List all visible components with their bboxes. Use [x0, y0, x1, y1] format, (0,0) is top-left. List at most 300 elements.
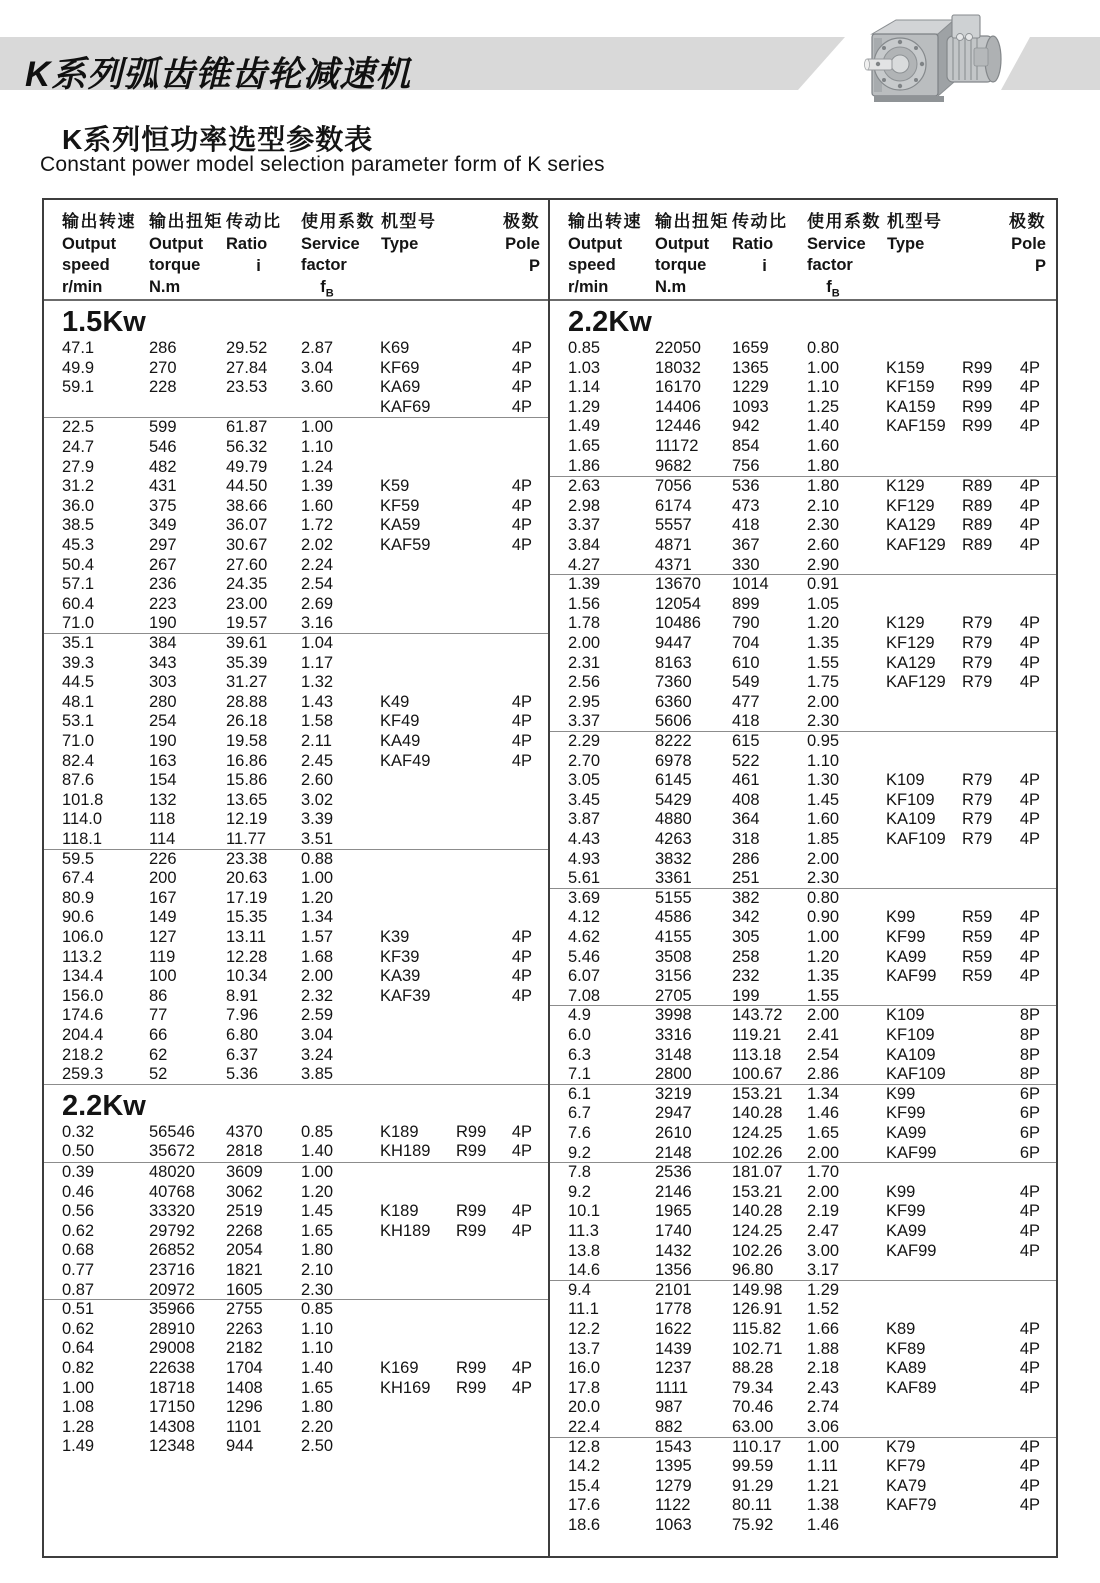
column-header-cn: 机型号	[381, 212, 437, 231]
column-unit: P	[1034, 257, 1046, 275]
type-model: KAF129	[886, 535, 946, 554]
row-cell: 6.1	[568, 1084, 591, 1103]
column-header-en2: speed	[62, 256, 110, 274]
row-cell: 7.96	[226, 1006, 259, 1025]
row-cell: 1.60	[807, 436, 840, 455]
row-cell: 364	[732, 810, 760, 829]
row-cell: 100.67	[732, 1065, 783, 1084]
row-cell: 0.62	[62, 1319, 95, 1338]
pole-value: 4P	[1019, 1378, 1040, 1397]
type-row	[380, 693, 532, 713]
parameter-table	[42, 198, 1058, 1558]
row-cell: 23.00	[226, 594, 268, 613]
type-model: K159	[886, 358, 925, 377]
table-row	[62, 1046, 532, 1066]
type-row	[380, 497, 532, 517]
row-cell: 1.29	[568, 397, 601, 416]
row-cell: 2054	[226, 1241, 263, 1260]
row-cell: 2.00	[807, 692, 840, 711]
pole-value: 8P	[1019, 1025, 1040, 1044]
row-cell: 2.43	[807, 1378, 840, 1397]
table-row	[62, 1320, 532, 1340]
row-cell: 61.87	[226, 418, 268, 437]
row-cell: 1.80	[807, 477, 840, 496]
column-header-cn: 极数	[503, 212, 540, 231]
row-cell: 60.4	[62, 594, 95, 613]
row-cell: 14.2	[568, 1457, 601, 1476]
pole-value: 4P	[1019, 1359, 1040, 1378]
pole-value: 4P	[1019, 477, 1040, 496]
row-cell: 66	[149, 1025, 168, 1044]
row-cell: 12348	[149, 1437, 195, 1456]
row-cell: 1111	[655, 1378, 689, 1397]
column-header-cn: 输出转速	[568, 212, 642, 231]
row-cell: 200	[149, 869, 177, 888]
table-row	[568, 1163, 1040, 1183]
row-cell: 134.4	[62, 967, 104, 986]
row-cell: 3.02	[301, 790, 334, 809]
table-row	[568, 869, 1040, 889]
row-cell: 30.67	[226, 535, 268, 554]
table-row	[568, 457, 1040, 477]
row-cell: 1.75	[807, 673, 840, 692]
type-row	[380, 398, 532, 418]
type-model: KF89	[886, 1339, 926, 1358]
row-cell: 0.50	[62, 1142, 95, 1161]
row-cell: 343	[149, 653, 177, 672]
row-cell: 9.4	[568, 1280, 591, 1299]
row-cell: 7056	[655, 477, 692, 496]
type-row	[886, 791, 1040, 811]
column-unit: i	[762, 257, 767, 275]
row-cell: 190	[149, 614, 177, 633]
table-row	[62, 1398, 532, 1418]
row-cell: 9.2	[568, 1182, 591, 1201]
row-cell: 2.86	[807, 1065, 840, 1084]
row-cell: 9447	[655, 633, 692, 652]
row-cell: 26.18	[226, 712, 268, 731]
row-cell: 1.05	[807, 594, 840, 613]
row-cell: 52	[149, 1065, 168, 1084]
row-cell: 31.2	[62, 477, 95, 496]
type-model: KA99	[886, 947, 927, 966]
table-row	[62, 1006, 532, 1026]
row-cell: 1.80	[301, 1398, 334, 1417]
row-cell: 0.90	[807, 908, 840, 927]
type-variant: R89	[962, 496, 993, 515]
row-cell: 22638	[149, 1358, 195, 1377]
row-cell: 2.00	[301, 967, 334, 986]
row-cell: 1.10	[301, 437, 334, 456]
table-row	[62, 869, 532, 889]
row-cell: 1.21	[807, 1476, 840, 1495]
row-cell: 3148	[655, 1045, 692, 1064]
type-model: KAF49	[380, 751, 431, 770]
row-cell: 790	[732, 614, 760, 633]
row-cell: 13.11	[226, 927, 267, 946]
type-row	[886, 1046, 1040, 1066]
row-cell: 1101	[226, 1417, 262, 1436]
row-cell: 4586	[655, 908, 692, 927]
row-cell: 3156	[655, 967, 692, 986]
row-cell: 1.55	[807, 653, 840, 672]
row-cell: 1778	[655, 1300, 692, 1319]
column-header-cn: 传动比	[226, 212, 282, 231]
type-model: KAF109	[886, 829, 946, 848]
row-cell: 62	[149, 1045, 168, 1064]
row-cell: 102.26	[732, 1143, 783, 1162]
row-cell: 942	[732, 417, 760, 436]
column-header-en2: torque	[149, 256, 201, 274]
row-cell: 11.3	[568, 1221, 599, 1240]
type-model: K189	[380, 1122, 419, 1141]
row-cell: 418	[732, 516, 760, 535]
type-model: KF99	[886, 927, 926, 946]
column-header	[732, 210, 807, 305]
table-column-headers	[550, 200, 1056, 301]
table-row	[62, 1339, 532, 1359]
pole-value: 4P	[1019, 810, 1040, 829]
row-cell: 10486	[655, 614, 701, 633]
type-row	[380, 339, 532, 359]
row-cell: 1365	[732, 358, 769, 377]
type-row	[886, 359, 1040, 379]
row-cell: 349	[149, 516, 177, 535]
type-row	[380, 712, 532, 732]
column-header-en: Type	[381, 235, 419, 253]
row-cell: 1.80	[301, 1241, 334, 1260]
row-cell: 6.3	[568, 1045, 591, 1064]
type-row	[380, 1359, 532, 1379]
column-header-en: Pole	[1011, 235, 1046, 253]
row-cell: 0.91	[807, 575, 840, 594]
row-cell: 882	[655, 1417, 683, 1436]
row-cell: 2.00	[807, 849, 840, 868]
type-model: KF99	[886, 1202, 926, 1221]
type-variant: R99	[962, 397, 993, 416]
type-row	[886, 1065, 1040, 1085]
type-row	[380, 359, 532, 379]
type-model: K89	[886, 1319, 916, 1338]
pole-value: 4P	[1019, 1496, 1040, 1515]
row-cell: 20.63	[226, 869, 268, 888]
row-cell: 18718	[149, 1378, 195, 1397]
row-cell: 0.51	[62, 1300, 95, 1319]
row-cell: 522	[732, 751, 760, 770]
row-cell: 33320	[149, 1202, 195, 1221]
type-model: K79	[886, 1437, 916, 1456]
row-cell: 113.18	[732, 1045, 782, 1064]
column-header-en: Output	[655, 235, 710, 253]
row-cell: 3.45	[568, 790, 601, 809]
row-cell: 35966	[149, 1300, 195, 1319]
type-variant: R89	[962, 535, 993, 554]
type-model: KA129	[886, 516, 936, 535]
row-cell: 40768	[149, 1182, 195, 1201]
row-cell: 11.77	[226, 829, 267, 848]
row-cell: 153.21	[732, 1182, 783, 1201]
pole-value: 4P	[1019, 1241, 1040, 1260]
column-header-cn: 极数	[1009, 212, 1046, 231]
row-cell: 48.1	[62, 692, 95, 711]
row-cell: 36.07	[226, 516, 268, 535]
row-cell: 49.9	[62, 358, 95, 377]
row-cell: 80.11	[732, 1496, 773, 1515]
type-row	[886, 1457, 1040, 1477]
column-header-en: Output	[149, 235, 204, 253]
row-cell: 756	[732, 456, 760, 475]
table-row	[62, 458, 532, 478]
model-group	[44, 849, 548, 1084]
type-model: KA109	[886, 810, 936, 829]
table-row	[62, 810, 532, 830]
row-cell: 0.85	[301, 1122, 334, 1141]
row-cell: 1.30	[807, 771, 840, 790]
column-header	[503, 210, 540, 305]
row-cell: 223	[149, 594, 177, 613]
row-cell: 19.57	[226, 614, 268, 633]
row-cell: 8222	[655, 731, 692, 750]
pole-value: 4P	[1019, 1457, 1040, 1476]
pole-value: 4P	[1019, 790, 1040, 809]
type-row	[886, 948, 1040, 968]
row-cell: 86	[149, 986, 168, 1005]
column-header-en: Ratio	[732, 235, 774, 253]
type-model: K129	[886, 614, 925, 633]
row-cell: 1.86	[568, 456, 601, 475]
row-cell: 1.00	[301, 1162, 334, 1181]
row-cell: 2519	[226, 1202, 263, 1221]
type-row	[380, 948, 532, 968]
row-cell: 70.46	[732, 1398, 774, 1417]
type-variant: R89	[962, 516, 993, 535]
type-model: KAF99	[886, 1241, 937, 1260]
row-cell: 57.1	[62, 575, 95, 594]
type-model: KA159	[886, 397, 936, 416]
type-variant: R99	[456, 1378, 487, 1397]
type-model: KAF79	[886, 1496, 937, 1515]
type-model: KA39	[380, 967, 421, 986]
row-cell: 1063	[655, 1515, 692, 1534]
model-group	[44, 1162, 548, 1299]
row-cell: 1.20	[807, 947, 840, 966]
row-cell: 2.00	[807, 1182, 840, 1201]
pole-value: 4P	[1019, 1182, 1040, 1201]
row-cell: 1.34	[301, 908, 334, 927]
row-cell: 17.6	[568, 1496, 601, 1515]
row-cell: 610	[732, 653, 760, 672]
column-header-en: Type	[887, 235, 925, 253]
row-cell: 1.46	[807, 1104, 840, 1123]
type-row	[886, 1320, 1040, 1340]
type-model: KA69	[380, 378, 421, 397]
row-cell: 1704	[226, 1358, 263, 1377]
model-group	[44, 633, 548, 849]
row-cell: 124.25	[732, 1123, 783, 1142]
row-cell: 0.39	[62, 1162, 95, 1181]
type-model: KF159	[886, 378, 935, 397]
row-cell: 0.85	[301, 1300, 334, 1319]
type-row	[380, 1379, 532, 1399]
pole-value: 4P	[511, 1122, 532, 1141]
row-cell: 3.84	[568, 535, 601, 554]
row-cell: 22.4	[568, 1417, 601, 1436]
row-cell: 16170	[655, 378, 701, 397]
row-cell: 119.21	[732, 1025, 782, 1044]
row-cell: 35672	[149, 1142, 195, 1161]
row-cell: 1.58	[301, 712, 334, 731]
type-row	[886, 771, 1040, 791]
row-cell: 2101	[655, 1280, 692, 1299]
row-cell: 3.85	[301, 1065, 334, 1084]
row-cell: 1821	[226, 1260, 263, 1279]
row-cell: 3219	[655, 1084, 692, 1103]
row-cell: 704	[732, 633, 760, 652]
row-cell: 218.2	[62, 1045, 104, 1064]
row-cell: 127	[149, 927, 177, 946]
table-row	[62, 1163, 532, 1183]
row-cell: 2610	[655, 1123, 692, 1142]
type-row	[886, 967, 1040, 987]
column-unit: $f_B$	[320, 278, 334, 300]
row-cell: 31.27	[226, 673, 268, 692]
row-cell: 286	[732, 849, 760, 868]
table-row	[62, 850, 532, 870]
row-cell: 303	[149, 673, 177, 692]
column-header	[226, 210, 301, 305]
table-row	[568, 1516, 1040, 1536]
type-row	[886, 634, 1040, 654]
row-cell: 39.3	[62, 653, 95, 672]
row-cell: 1.65	[301, 1221, 334, 1240]
pole-value: 4P	[511, 496, 532, 515]
type-model: KH189	[380, 1221, 431, 1240]
row-cell: 1.43	[301, 692, 334, 711]
type-variant: R99	[456, 1202, 487, 1221]
row-cell: 1.00	[807, 358, 840, 377]
row-cell: 6174	[655, 496, 692, 515]
row-cell: 382	[732, 888, 760, 907]
pole-value: 4P	[1019, 1476, 1040, 1495]
row-cell: 5606	[655, 712, 692, 731]
row-cell: 118.1	[62, 829, 103, 848]
type-row	[886, 1183, 1040, 1203]
column-header-en: Service	[301, 235, 360, 253]
row-cell: 0.56	[62, 1202, 95, 1221]
type-variant: R99	[962, 417, 993, 436]
type-block	[886, 477, 1040, 555]
type-model: KF129	[886, 633, 935, 652]
row-cell: 3832	[655, 849, 692, 868]
row-cell: 2.59	[301, 1006, 334, 1025]
row-cell: 71.0	[62, 731, 95, 750]
column-header	[301, 210, 381, 305]
row-cell: 2.24	[301, 555, 334, 574]
row-cell: 2.00	[568, 633, 601, 652]
row-cell: 1.20	[301, 888, 334, 907]
row-cell: 3.00	[807, 1241, 840, 1260]
row-cell: 119	[149, 947, 176, 966]
row-cell: 1.40	[807, 417, 840, 436]
row-cell: 0.64	[62, 1339, 95, 1358]
model-group	[550, 1005, 1056, 1083]
row-cell: 12.8	[568, 1437, 601, 1456]
table-row	[568, 1398, 1040, 1418]
row-cell: 59.5	[62, 849, 95, 868]
table-row	[568, 575, 1040, 595]
row-cell: 149.98	[732, 1280, 783, 1299]
row-cell: 7.1	[568, 1065, 591, 1084]
model-group	[550, 1437, 1056, 1535]
row-cell: 270	[149, 358, 177, 377]
row-cell: 1093	[732, 397, 769, 416]
column-header-cn: 传动比	[732, 212, 788, 231]
row-cell: 2.47	[807, 1221, 840, 1240]
table-row	[62, 1281, 532, 1301]
row-cell: 3.16	[301, 614, 334, 633]
column-header	[1009, 210, 1046, 305]
row-cell: 110.17	[732, 1437, 782, 1456]
type-model: KF129	[886, 496, 935, 515]
type-row	[886, 673, 1040, 693]
row-cell: 1.40	[301, 1358, 334, 1377]
row-cell: 44.50	[226, 477, 268, 496]
banner-band-right	[1001, 37, 1100, 90]
row-cell: 1.11	[807, 1457, 838, 1476]
pole-value: 4P	[1019, 673, 1040, 692]
row-cell: 99.59	[732, 1457, 774, 1476]
row-cell: 29008	[149, 1339, 195, 1358]
row-cell: 2800	[655, 1065, 692, 1084]
type-variant: R99	[962, 378, 993, 397]
row-cell: 12446	[655, 417, 701, 436]
row-cell: 1.45	[301, 1202, 334, 1221]
type-row	[380, 1142, 532, 1162]
row-cell: 1.39	[301, 477, 334, 496]
row-cell: 2818	[226, 1142, 263, 1161]
type-variant: R99	[456, 1221, 487, 1240]
row-cell: 1.57	[301, 927, 334, 946]
row-cell: 87.6	[62, 771, 95, 790]
row-cell: 1.00	[62, 1378, 95, 1397]
row-cell: 297	[149, 535, 177, 554]
row-cell: 17.19	[226, 888, 268, 907]
row-cell: 1.17	[301, 653, 334, 672]
row-cell: 2.90	[807, 555, 840, 574]
row-cell: 1296	[226, 1398, 263, 1417]
column-header-en2: factor	[807, 256, 853, 274]
row-cell: 91.29	[732, 1476, 774, 1495]
row-cell: 2.60	[301, 771, 334, 790]
series-title: K系列弧齿锥齿轮减速机	[25, 55, 412, 94]
row-cell: 1.56	[568, 594, 601, 613]
row-cell: 2.95	[568, 692, 601, 711]
table-row	[62, 673, 532, 693]
row-cell: 1.32	[301, 673, 334, 692]
pole-value: 4P	[1019, 653, 1040, 672]
row-cell: 38.66	[226, 496, 268, 515]
pole-value: 4P	[511, 535, 532, 554]
row-cell: 13.8	[568, 1241, 601, 1260]
row-cell: 9.2	[568, 1143, 591, 1162]
row-cell: 2.74	[807, 1398, 840, 1417]
type-variant: R59	[962, 927, 993, 946]
type-row	[380, 536, 532, 556]
row-cell: 20.0	[568, 1398, 601, 1417]
type-block	[380, 1359, 532, 1398]
power-section	[550, 301, 1056, 1535]
row-cell: 6.0	[568, 1025, 591, 1044]
